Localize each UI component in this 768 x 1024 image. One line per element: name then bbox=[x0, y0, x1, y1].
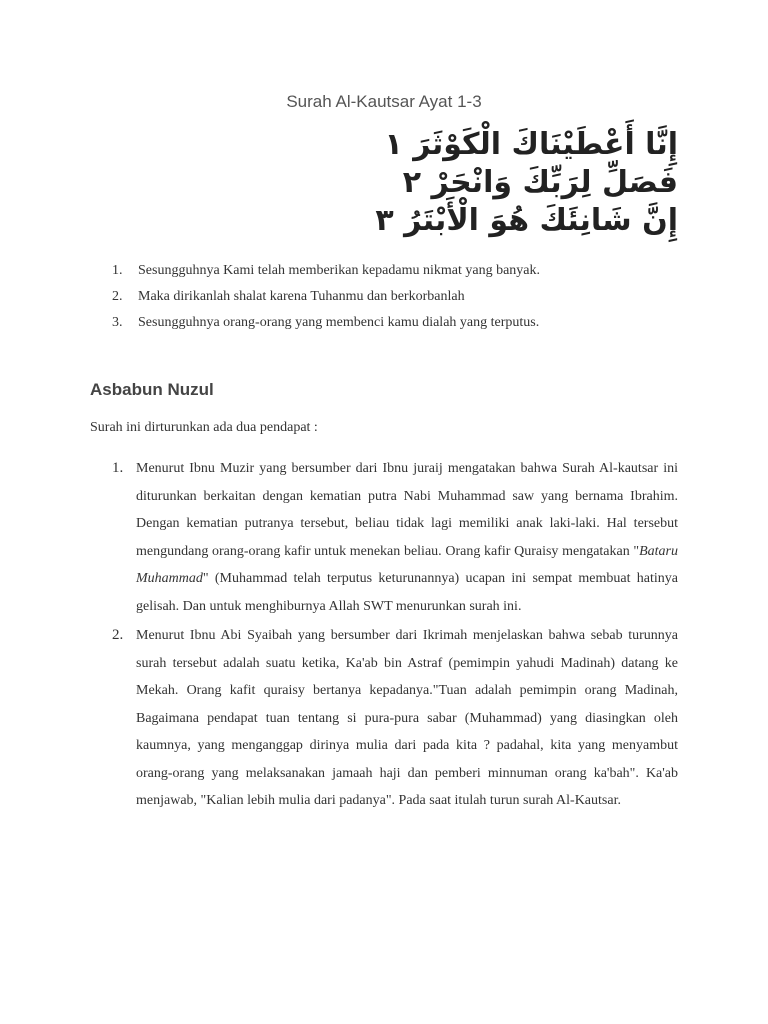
asbabun-list bbox=[90, 455, 678, 815]
translation-text: Sesungguhnya orang-orang yang membenci kamu dialah yang terputus. bbox=[138, 315, 540, 330]
arabic-verse-2: فَصَلِّ لِرَبِّكَ وَانْحَرْ ٢ bbox=[402, 165, 678, 200]
translation-number: 3. bbox=[112, 315, 123, 330]
translation-text: Sesungguhnya Kami telah memberikan kepadamu nikmat yang banyak. bbox=[138, 263, 541, 278]
translation-item bbox=[98, 310, 698, 336]
asbabun-text bbox=[136, 455, 678, 620]
asbabun-text: Menurut Ibnu Abi Syaibah yang bersumber dari Ikrimah menjelaskan bahwa sebab turunnya surah tersebut adalah suatu ketika, Ka'ab bin Astraf (pemimpin yahudi Madinah) datang ke Mekah. Orang kafit quraisy bertanya kepadanya."Tuan adalah pemimpin orang Madinah, Bagaimana pendapat tuan tentang si pura-pura sabar (Muhammad) yang diasingkan oleh kaumnya, yang menganggap dirinya mulia dari pada kita ? padahal, kita yang menyambut orang-orang yang melaksanakan jamaah haji dan pemberi minnuman orang ka'bah". Ka'ab menjawab, "Kalian lebih mulia dari padanya". Pada saat itulah turun surah Al-Kautsar. bbox=[136, 628, 678, 808]
translation-list bbox=[98, 258, 698, 336]
arabic-verse-3: إِنَّ شَانِئَكَ هُوَ الْأَبْتَرُ ٣ bbox=[375, 203, 678, 238]
section-heading: Asbabun Nuzul bbox=[90, 380, 214, 399]
asbabun-italic-quote: Bataru Muhammad bbox=[136, 543, 678, 586]
translation-item bbox=[98, 284, 698, 310]
asbabun-item bbox=[90, 455, 678, 620]
translation-text: Maka dirikanlah shalat karena Tuhanmu dan berkorbanlah bbox=[138, 289, 465, 304]
translation-number: 1. bbox=[112, 263, 123, 278]
asbabun-text-part: " (Muhammad telah terputus keturunannya) ucapan ini sempat membuat hatinya gelisah. Dan untuk menghiburnya Allah SWT menurunkan surah ini. bbox=[136, 571, 678, 614]
asbabun-item bbox=[90, 622, 678, 815]
asbabun-text-part: Menurut Ibnu Muzir yang bersumber dari Ibnu juraij mengatakan bahwa Surah Al-kautsar ini diturunkan berkaitan dengan kematian putra Nabi Muhammad saw yang bernama Ibrahim. Dengan kematian putranya tersebut, beliau tidak lagi memiliki anak laki-laki. Hal tersebut mengundang orang-orang kafir untuk menekan beliau. Orang kafir Quraisy mengatakan " bbox=[136, 461, 678, 559]
translation-item bbox=[98, 258, 698, 284]
section-intro: Surah ini dirturunkan ada dua pendapat : bbox=[90, 420, 318, 435]
arabic-verses bbox=[118, 126, 678, 240]
translation-number: 2. bbox=[112, 289, 123, 304]
asbabun-number: 2. bbox=[112, 627, 124, 643]
arabic-verse-1: إِنَّا أَعْطَيْنَاكَ الْكَوْثَرَ ١ bbox=[384, 127, 678, 162]
page-title: Surah Al-Kautsar Ayat 1-3 bbox=[286, 92, 482, 111]
asbabun-number: 1. bbox=[112, 460, 124, 476]
